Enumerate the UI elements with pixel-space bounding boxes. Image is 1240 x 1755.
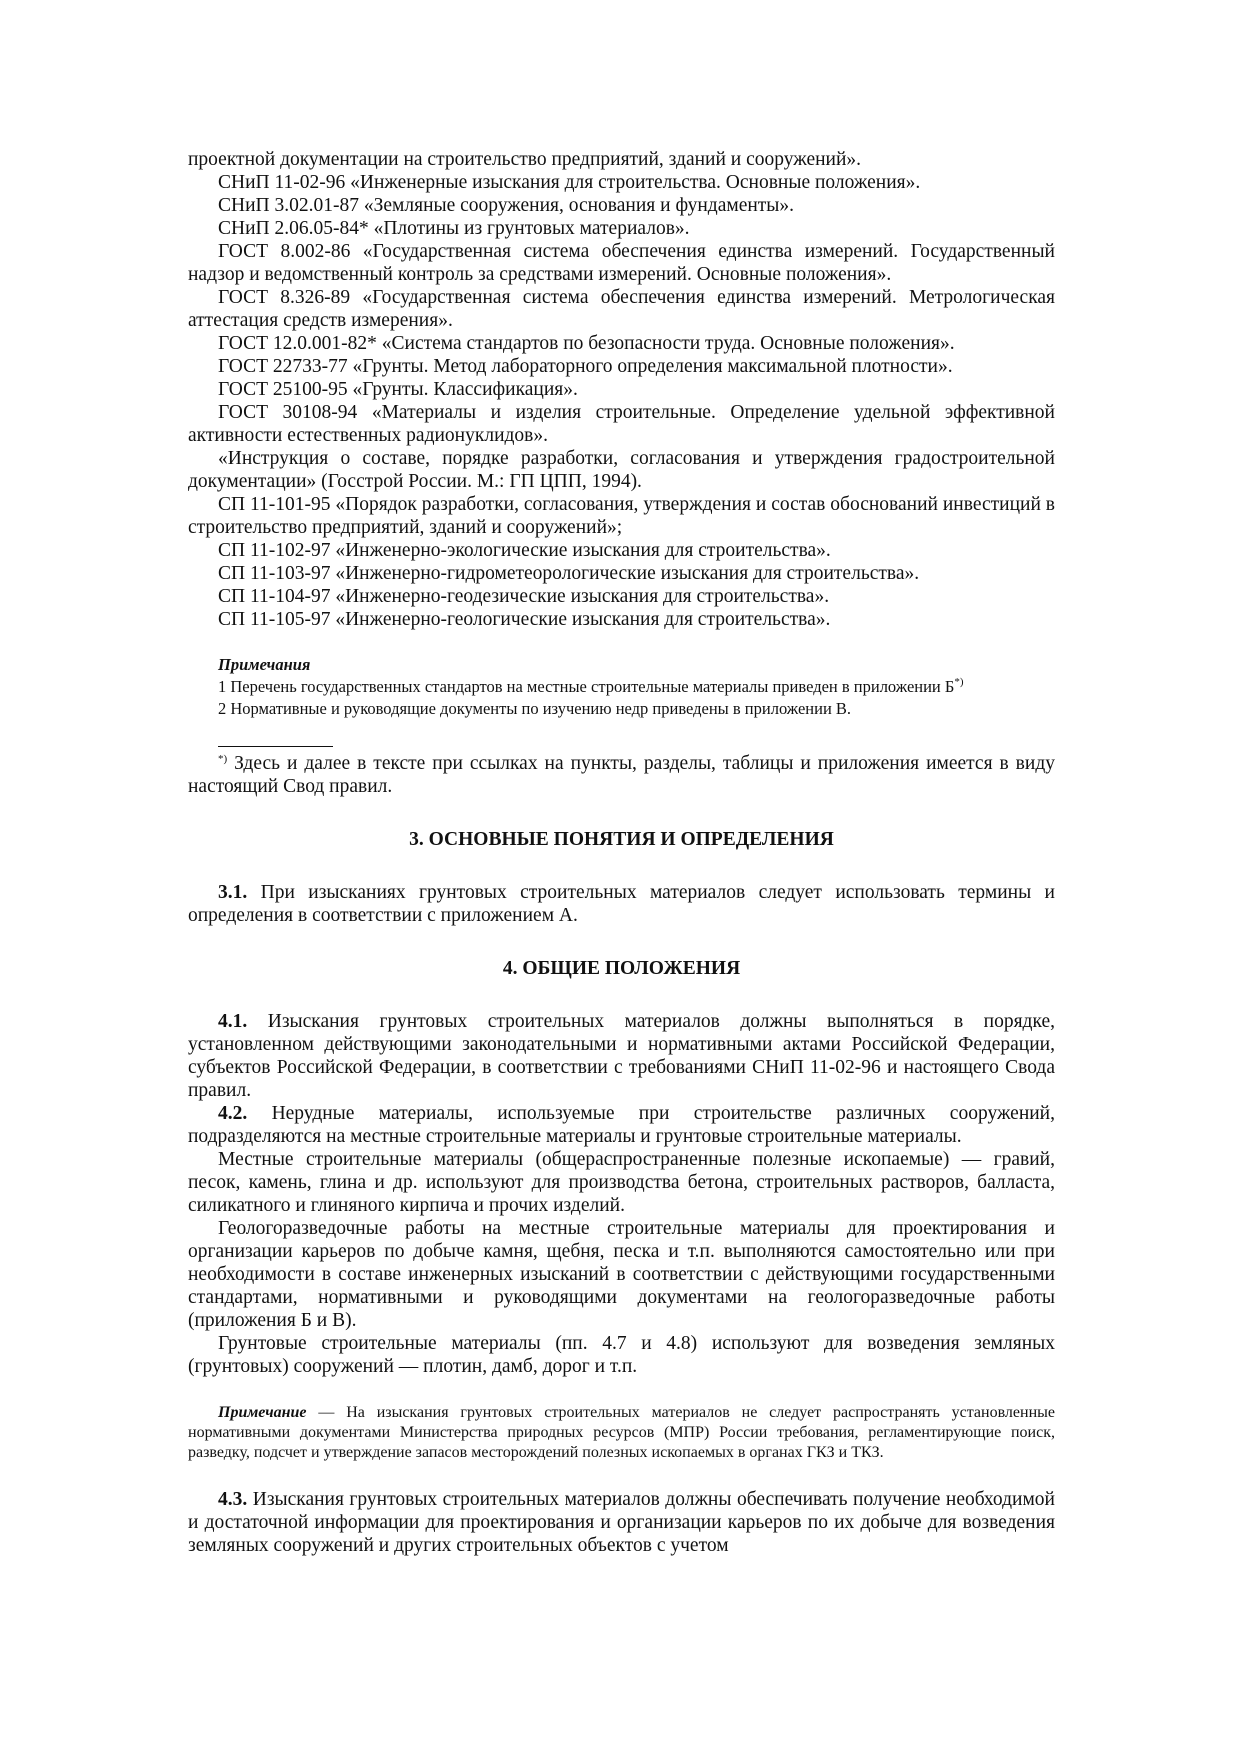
section-3-title: 3. ОСНОВНЫЕ ПОНЯТИЯ И ОПРЕДЕЛЕНИЯ [409, 829, 834, 850]
ref-sp-11-101-95: СП 11-101-95 «Порядок разработки, согласования, утверждения и состав обоснований инвестиций в строительство предприятий, зданий и сооружений»; [188, 494, 1055, 538]
paragraph-3-1-number: 3.1. [218, 882, 248, 903]
note-1 [188, 676, 1055, 698]
paragraph-4-3 [188, 1488, 1055, 1557]
paragraph-local-materials: Местные строительные материалы (общераспространенные полезные ископаемые) — гравий, песок, камень, глина и др. используют для производства бетона, строительных растворов, балласта, силикатного и глиняного кирпича и прочих изделий. [188, 1149, 1055, 1216]
paragraph-4-1-number: 4.1. [218, 1011, 248, 1032]
paragraph-soil-materials: Грунтовые строительные материалы (пп. 4.7 и 4.8) используют для возведения земляных (грунтовых) сооружений — плотин, дамб, дорог и т.п. [188, 1333, 1055, 1377]
note-1-text: 1 Перечень государственных стандартов на местные строительные материалы приведен в приложении Б [218, 677, 955, 696]
footnote-ref: *) [954, 676, 964, 688]
ref-instruction-1994: «Инструкция о составе, порядке разработки, согласования и утверждения градостроительной документации» (Госстрой России. М.: ГП ЦПП, 1994). [188, 448, 1055, 492]
section-4-note-text: — На изыскания грунтовых строительных материалов не следует распространять установленные нормативными документами Министерства природных ресурсов (МПР) России требования, регламентирующие поиск, разведку, подсчет и утверждение запасов месторождений полезных ископаемых в органах ГКЗ и ТКЗ. [188, 1404, 1055, 1461]
ref-sp-11-103-97: СП 11-103-97 «Инженерно-гидрометеорологические изыскания для строительства». [218, 563, 920, 584]
ref-gost-25100-95: ГОСТ 25100-95 «Грунты. Классификация». [218, 379, 578, 400]
paragraph-3-1-text: При изысканиях грунтовых строительных материалов следует использовать термины и определения в соответствии с приложением А. [188, 882, 1055, 926]
section-4-title: 4. ОБЩИЕ ПОЛОЖЕНИЯ [502, 958, 741, 979]
footnote-text: Здесь и далее в тексте при ссылках на пункты, разделы, таблицы и приложения имеется в виду настоящий Свод правил. [188, 753, 1055, 797]
ref-sp-11-102-97: СП 11-102-97 «Инженерно-экологические изыскания для строительства». [218, 540, 831, 561]
section-4-note [188, 1403, 1055, 1463]
paragraph-4-3-text: Изыскания грунтовых строительных материалов должны обеспечивать получение необходимой и достаточной информации для проектирования и организации карьеров по их добыче для возведения земляных сооружений и других строительных объектов с учетом [188, 1489, 1055, 1556]
paragraph-4-1-text: Изыскания грунтовых строительных материалов должны выполняться в порядке, установленном действующими законодательными и нормативными актами Российской Федерации, субъектов Российской Федерации, в соответствии с требованиями СНиП 11-02-96 и настоящего Свода правил. [188, 1011, 1055, 1101]
paragraph-geological-works: Геологоразведочные работы на местные строительные материалы для проектирования и организации карьеров по добыче камня, щебня, песка и т.п. выполняются самостоятельно или при необходимости в составе инженерных изысканий в соответствии с действующими государственными стандартами, нормативными и руководящими документами на геологоразведочные работы (приложения Б и В). [188, 1218, 1055, 1331]
ref-sp-11-105-97: СП 11-105-97 «Инженерно-геологические изыскания для строительства». [218, 609, 831, 630]
ref-snip-3-02-01-87: СНиП 3.02.01-87 «Земляные сооружения, основания и фундаменты». [218, 195, 795, 216]
footnote-marker: *) [218, 753, 228, 765]
section-4-note-label: Примечание [218, 1404, 307, 1421]
ref-continuation: проектной документации на строительство предприятий, зданий и сооружений». [188, 149, 862, 170]
ref-gost-30108-94: ГОСТ 30108-94 «Материалы и изделия строительные. Определение удельной эффективной активности естественных радионуклидов». [188, 402, 1055, 446]
ref-gost-12-0-001-82: ГОСТ 12.0.001-82* «Система стандартов по безопасности труда. Основные положения». [218, 333, 955, 354]
ref-gost-8-002-86: ГОСТ 8.002-86 «Государственная система обеспечения единства измерений. Государственный надзор и ведомственный контроль за средствами измерений. Основные положения». [188, 241, 1055, 285]
notes-heading: Примечания [218, 655, 311, 674]
document-page [188, 148, 1055, 1557]
paragraph-4-2 [188, 1102, 1055, 1148]
note-2: 2 Нормативные и руководящие документы по изучению недр приведены в приложении В. [218, 699, 852, 718]
paragraph-4-2-number: 4.2. [218, 1103, 248, 1124]
ref-gost-8-326-89: ГОСТ 8.326-89 «Государственная система обеспечения единства измерений. Метрологическая аттестация средств измерения». [188, 287, 1055, 331]
paragraph-3-1 [188, 881, 1055, 927]
paragraph-4-3-number: 4.3. [218, 1489, 248, 1510]
ref-snip-2-06-05-84: СНиП 2.06.05-84* «Плотины из грунтовых материалов». [218, 218, 690, 239]
paragraph-4-2-text: Нерудные материалы, используемые при строительстве различных сооружений, подразделяются на местные строительные материалы и грунтовые строительные материалы. [188, 1103, 1055, 1147]
footnote [188, 752, 1055, 798]
ref-gost-22733-77: ГОСТ 22733-77 «Грунты. Метод лабораторного определения максимальной плотности». [218, 356, 953, 377]
ref-snip-11-02-96: СНиП 11-02-96 «Инженерные изыскания для строительства. Основные положения». [218, 172, 921, 193]
paragraph-4-1 [188, 1010, 1055, 1102]
ref-sp-11-104-97: СП 11-104-97 «Инженерно-геодезические изыскания для строительства». [218, 586, 830, 607]
